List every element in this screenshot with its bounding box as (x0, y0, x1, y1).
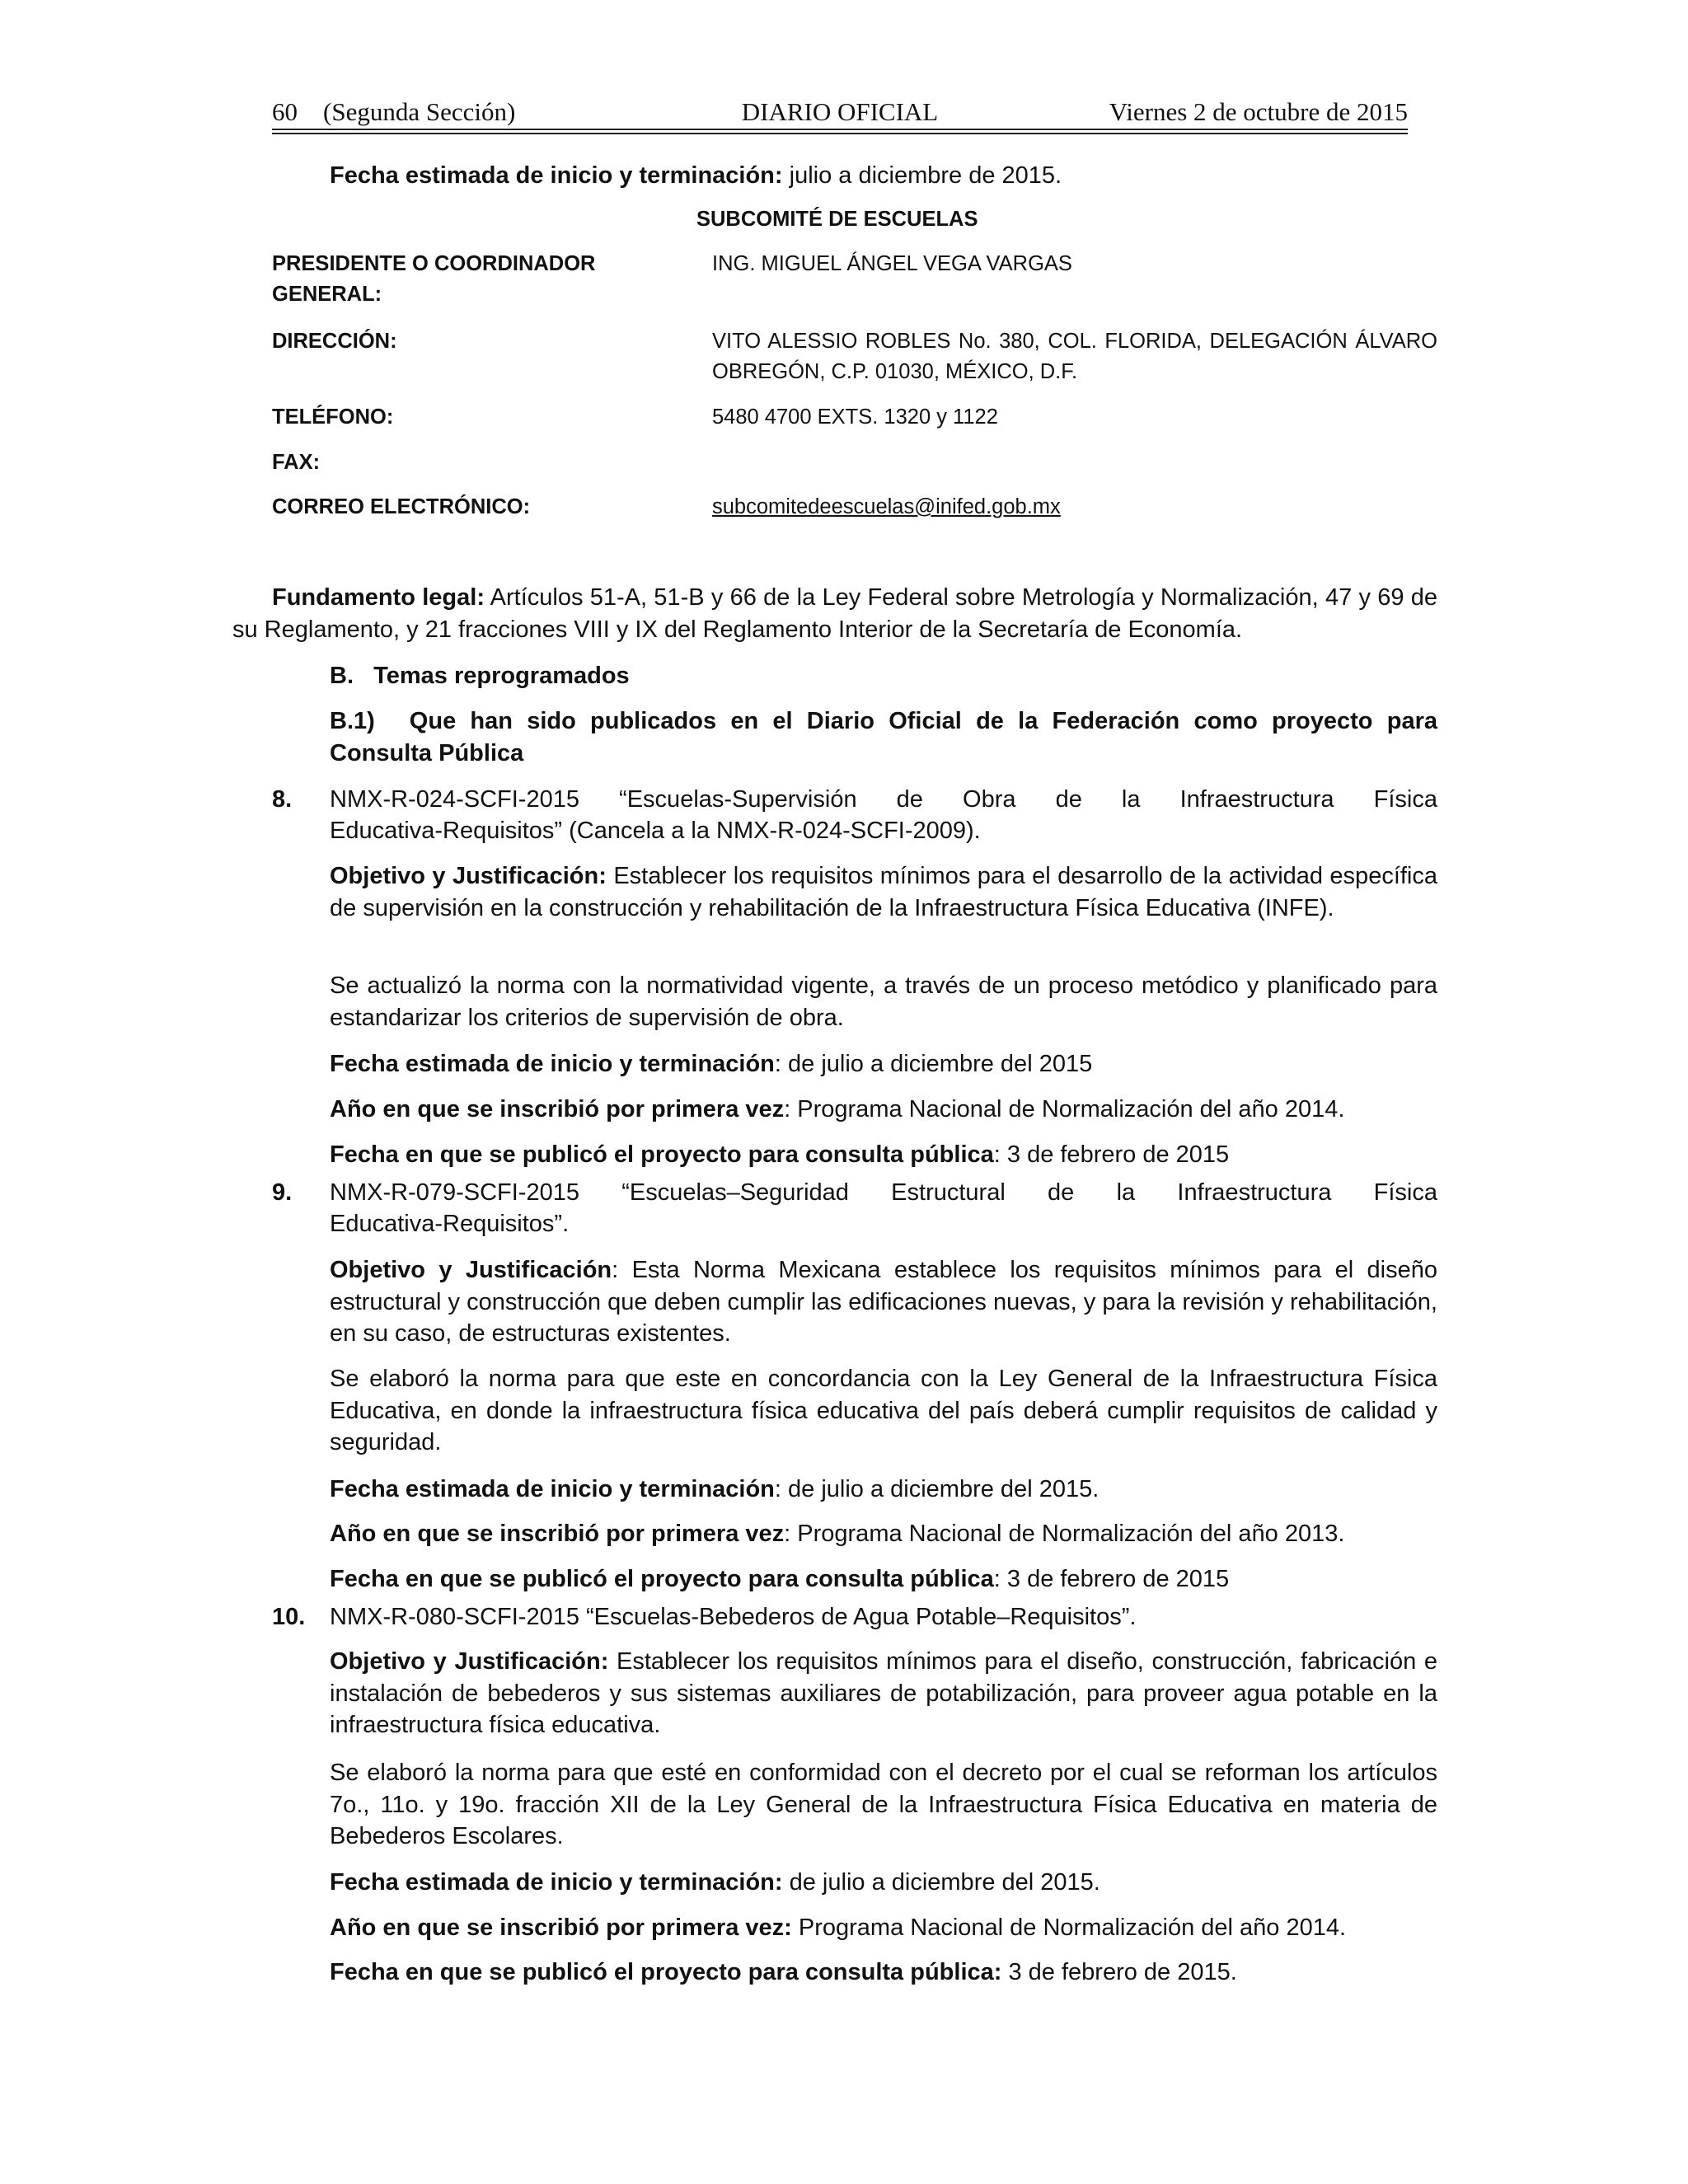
objective-label: Objetivo y Justificación (330, 1257, 612, 1283)
top-date-label: Fecha estimada de inicio y terminación: (330, 162, 783, 189)
section-b1-number: B.1) (330, 708, 375, 734)
legal-basis (232, 582, 1437, 645)
objective-text: Establecer los requisitos mínimos para el diseño, construcción, fabricación e instalación de bebederos y sus sistemas auxiliares de potabilización, para proveer agua potable en la infraestructura física educativa. (330, 1648, 1437, 1738)
objective-label: Objetivo y Justificación: (330, 1648, 609, 1675)
item-title-line: Educativa-Requisitos”. (330, 1211, 570, 1237)
section-b1-text: Que han sido publicados en el Diario Oficial de la Federación como proyecto para Consulta Pública (330, 708, 1437, 766)
item-year (330, 1518, 1437, 1550)
address-label: DIRECCIÓN: (272, 330, 397, 353)
phone-label: TELÉFONO: (272, 405, 394, 429)
objective-text: Establecer los requisitos mínimos para el desarrollo de la actividad específica de supervisión en la construcción y rehabilitación de la Infraestructura Física Educativa (INFE). (330, 863, 1438, 921)
email-link[interactable]: subcomitedeescuelas@inifed.gob.mx (712, 495, 1061, 518)
date-value: : de julio a diciembre del 2015. (774, 1476, 1100, 1502)
year-label: Año en que se inscribió por primera vez (330, 1521, 785, 1547)
legal-label: Fundamento legal: (272, 584, 485, 611)
item-number: 8. (272, 786, 293, 813)
year-value: Programa Nacional de Normalización del año 2014. (791, 1915, 1347, 1941)
item-publication (330, 1563, 1437, 1596)
date-label: Fecha estimada de inicio y terminación: (330, 1869, 783, 1896)
item-title-line: Educativa-Requisitos” (Cancela a la NMX-R-024-SCFI-2009). (330, 818, 981, 844)
president-value: ING. MIGUEL ÁNGEL VEGA VARGAS (712, 252, 1072, 275)
item-extra: Se elaboró la norma para que esté en conformidad con el decreto por el cual se reforman los artículos 7o., 11o. y 19o. fracción XII de la Ley General de la Infraestructura Física Educativa en materia de Bebederos Escolares. (330, 1760, 1437, 1849)
item-objective (330, 1254, 1437, 1350)
publication-label: Fecha en que se publicó el proyecto para consulta pública (330, 1566, 994, 1592)
header-date: Viernes 2 de octubre de 2015 (1109, 97, 1408, 126)
date-label: Fecha estimada de inicio y terminación (330, 1051, 775, 1077)
item-publication (330, 1957, 1437, 1989)
year-label: Año en que se inscribió por primera vez: (330, 1915, 792, 1941)
date-label: Fecha estimada de inicio y terminación (330, 1476, 775, 1502)
item-objective (330, 860, 1437, 924)
item-date (330, 1048, 1437, 1080)
item-date (330, 1867, 1437, 1899)
legal-text: Artículos 51-A, 51-B y 66 de la Ley Federal sobre Metrología y Normalización, 47 y 69 de su Reglamento, y 21 fracciones VIII y IX del Reglamento Interior de la Secretaría de Economía. (232, 584, 1437, 643)
fax-label: FAX: (272, 451, 321, 474)
item-number: 10. (272, 1604, 306, 1630)
item-title-line: NMX-R-024-SCFI-2015 “Escuelas-Supervisión de Obra de la Infraestructura Física (330, 786, 1437, 813)
item-title-line: NMX-R-080-SCFI-2015 “Escuelas-Bebederos de Agua Potable–Requisitos”. (330, 1604, 1137, 1630)
address-value: VITO ALESSIO ROBLES No. 380, COL. FLORIDA, DELEGACIÓN ÁLVARO OBREGÓN, C.P. 01030, MÉXICO, D.F. (712, 330, 1437, 383)
phone-value: 5480 4700 EXTS. 1320 y 1122 (712, 405, 998, 429)
item-extra: Se elaboró la norma para que este en concordancia con la Ley General de la Infraestructura Física Educativa, en donde la infraestructura física educativa del país deberá cumplir requisitos de calidad y seguridad. (330, 1366, 1437, 1455)
section-b1-heading (330, 705, 1437, 769)
publication-value: : 3 de febrero de 2015 (993, 1141, 1230, 1168)
publication-label: Fecha en que se publicó el proyecto para consulta pública: (330, 1959, 1002, 1985)
section-b-heading: B. Temas reprogramados (330, 663, 630, 689)
objective-label: Objetivo y Justificación: (330, 863, 607, 889)
subcommittee-title: SUBCOMITÉ DE ESCUELAS (696, 208, 978, 231)
item-year (330, 1912, 1437, 1944)
top-date-value: julio a diciembre de 2015. (782, 162, 1062, 189)
date-value: de julio a diciembre del 2015. (782, 1869, 1100, 1896)
item-objective (330, 1646, 1437, 1741)
header-rule-bottom (272, 133, 1408, 134)
publication-label: Fecha en que se publicó el proyecto para consulta pública (330, 1141, 994, 1168)
president-label: PRESIDENTE O COORDINADOR GENERAL: (272, 252, 596, 306)
item-number: 9. (272, 1179, 293, 1206)
date-value: : de julio a diciembre del 2015 (774, 1051, 1093, 1077)
email-label: CORREO ELECTRÓNICO: (272, 495, 531, 518)
top-date-line (330, 160, 1437, 192)
header-publication: DIARIO OFICIAL (741, 97, 939, 126)
year-value: : Programa Nacional de Normalización del año 2013. (784, 1521, 1345, 1547)
item-title-line: NMX-R-079-SCFI-2015 “Escuelas–Seguridad Estructural de la Infraestructura Física (330, 1179, 1437, 1206)
item-publication (330, 1139, 1437, 1171)
year-label: Año en que se inscribió por primera vez (330, 1096, 785, 1122)
publication-value: 3 de febrero de 2015. (1001, 1959, 1237, 1985)
header-rule-top (272, 129, 1408, 130)
publication-value: : 3 de febrero de 2015 (993, 1566, 1230, 1592)
item-extra: Se actualizó la norma con la normatividad vigente, a través de un proceso metódico y planificado para estandarizar los criterios de supervisión de obra. (330, 972, 1437, 1031)
header-page-section: 60 (Segunda Sección) (272, 97, 516, 126)
item-date (330, 1474, 1437, 1506)
item-year (330, 1094, 1437, 1126)
objective-text: : Esta Norma Mexicana establece los requisitos mínimos para el diseño estructural y construcción que deben cumplir las edificaciones nuevas, y para la revisión y rehabilitación, en su caso, de estructuras existentes. (330, 1257, 1437, 1347)
year-value: : Programa Nacional de Normalización del año 2014. (784, 1096, 1345, 1122)
